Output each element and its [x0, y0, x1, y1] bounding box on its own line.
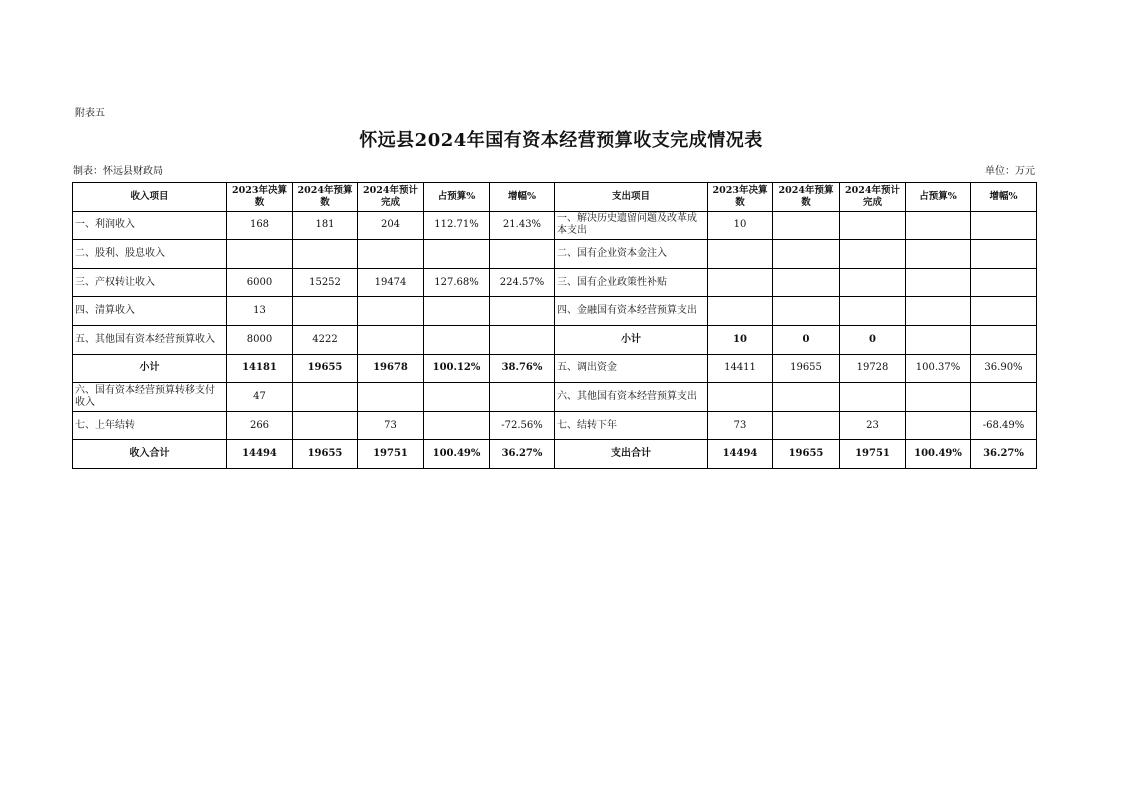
expense-value-cell: [971, 325, 1037, 354]
expense-item-cell: 六、其他国有资本经营预算支出: [555, 383, 708, 412]
header-income-2024-est: 2024年预计完成: [358, 183, 424, 212]
page-title: 怀远县2024年国有资本经营预算收支完成情况表: [359, 130, 763, 151]
expense-value-cell: [708, 268, 773, 297]
expense-value-cell: 10: [708, 211, 773, 240]
income-value-cell: [424, 297, 490, 326]
income-value-cell: 181: [293, 211, 358, 240]
income-value-cell: [293, 240, 358, 269]
income-value-cell: 4222: [293, 325, 358, 354]
income-value-cell: 127.68%: [424, 268, 490, 297]
header-expense-2023: 2023年决算数: [708, 183, 773, 212]
income-value-cell: 19655: [293, 440, 358, 469]
income-value-cell: [490, 325, 555, 354]
income-value-cell: 100.49%: [424, 440, 490, 469]
income-value-cell: [490, 383, 555, 412]
header-income-growth: 增幅%: [490, 183, 555, 212]
table-row: [73, 297, 1037, 326]
income-value-cell: [424, 383, 490, 412]
unit-label: 单位：万元: [985, 166, 1035, 177]
expense-value-cell: [906, 268, 971, 297]
income-value-cell: 100.12%: [424, 354, 490, 383]
income-value-cell: [358, 325, 424, 354]
expense-value-cell: [906, 240, 971, 269]
expense-value-cell: 100.37%: [906, 354, 971, 383]
income-value-cell: [358, 297, 424, 326]
expense-item-cell: 四、金融国有资本经营预算支出: [555, 297, 708, 326]
expense-value-cell: [773, 240, 840, 269]
income-value-cell: [424, 411, 490, 440]
expense-value-cell: 19751: [840, 440, 906, 469]
income-value-cell: 19474: [358, 268, 424, 297]
income-item-cell: 六、国有资本经营预算转移支付收入: [73, 383, 227, 412]
expense-item-cell: 七、结转下年: [555, 411, 708, 440]
expense-value-cell: 23: [840, 411, 906, 440]
header-expense-pct: 占预算%: [906, 183, 971, 212]
expense-item-cell: 支出合计: [555, 440, 708, 469]
expense-value-cell: [906, 297, 971, 326]
income-item-cell: 五、其他国有资本经营预算收入: [73, 325, 227, 354]
expense-value-cell: [773, 411, 840, 440]
income-value-cell: [293, 297, 358, 326]
table-row: [73, 383, 1037, 412]
expense-value-cell: 0: [773, 325, 840, 354]
expense-value-cell: [906, 383, 971, 412]
expense-item-cell: 五、调出资金: [555, 354, 708, 383]
table-body: [73, 211, 1037, 468]
income-value-cell: 73: [358, 411, 424, 440]
expense-value-cell: [906, 211, 971, 240]
income-value-cell: 14494: [227, 440, 293, 469]
expense-value-cell: 36.27%: [971, 440, 1037, 469]
expense-value-cell: [906, 325, 971, 354]
income-value-cell: 36.27%: [490, 440, 555, 469]
income-value-cell: 47: [227, 383, 293, 412]
expense-value-cell: 19728: [840, 354, 906, 383]
header-income-2023: 2023年决算数: [227, 183, 293, 212]
income-value-cell: 15252: [293, 268, 358, 297]
expense-value-cell: [773, 383, 840, 412]
expense-value-cell: [971, 268, 1037, 297]
expense-item-cell: 三、国有企业政策性补贴: [555, 268, 708, 297]
income-value-cell: [358, 240, 424, 269]
expense-value-cell: 14411: [708, 354, 773, 383]
expense-value-cell: [840, 297, 906, 326]
expense-value-cell: [773, 297, 840, 326]
table-row: [73, 240, 1037, 269]
expense-value-cell: [840, 240, 906, 269]
table-row: [73, 440, 1037, 469]
expense-value-cell: [971, 240, 1037, 269]
expense-value-cell: [773, 268, 840, 297]
budget-table: [72, 182, 1037, 469]
header-expense-2024-budget: 2024年预算数: [773, 183, 840, 212]
header-expense-2024-est: 2024年预计完成: [840, 183, 906, 212]
income-value-cell: [490, 297, 555, 326]
expense-value-cell: [708, 383, 773, 412]
income-value-cell: 19655: [293, 354, 358, 383]
expense-value-cell: [971, 297, 1037, 326]
appendix-label: 附表五: [75, 108, 105, 119]
income-value-cell: 8000: [227, 325, 293, 354]
table-row: [73, 211, 1037, 240]
income-item-cell: 小计: [73, 354, 227, 383]
header-expense-growth: 增幅%: [971, 183, 1037, 212]
expense-value-cell: 19655: [773, 440, 840, 469]
expense-value-cell: 100.49%: [906, 440, 971, 469]
income-value-cell: 168: [227, 211, 293, 240]
header-income-item: 收入项目: [73, 183, 227, 212]
income-value-cell: 38.76%: [490, 354, 555, 383]
header-income-2024-budget: 2024年预算数: [293, 183, 358, 212]
income-value-cell: 6000: [227, 268, 293, 297]
expense-value-cell: [906, 411, 971, 440]
table-row: [73, 268, 1037, 297]
table-row: [73, 354, 1037, 383]
income-value-cell: 14181: [227, 354, 293, 383]
expense-value-cell: 10: [708, 325, 773, 354]
expense-value-cell: 36.90%: [971, 354, 1037, 383]
expense-item-cell: 小计: [555, 325, 708, 354]
income-item-cell: 一、利润收入: [73, 211, 227, 240]
income-value-cell: 19751: [358, 440, 424, 469]
expense-value-cell: 19655: [773, 354, 840, 383]
table-header-row: [73, 183, 1037, 212]
table-row: [73, 325, 1037, 354]
income-value-cell: 21.43%: [490, 211, 555, 240]
income-value-cell: 19678: [358, 354, 424, 383]
income-item-cell: 三、产权转让收入: [73, 268, 227, 297]
expense-value-cell: [971, 383, 1037, 412]
expense-value-cell: [840, 211, 906, 240]
expense-item-cell: 一、解决历史遗留问题及改革成本支出: [555, 211, 708, 240]
expense-value-cell: [773, 211, 840, 240]
expense-value-cell: [708, 240, 773, 269]
income-value-cell: 13: [227, 297, 293, 326]
expense-value-cell: [708, 297, 773, 326]
income-value-cell: [424, 325, 490, 354]
income-value-cell: [490, 240, 555, 269]
expense-value-cell: [840, 268, 906, 297]
income-item-cell: 二、股利、股息收入: [73, 240, 227, 269]
expense-item-cell: 二、国有企业资本金注入: [555, 240, 708, 269]
income-value-cell: 266: [227, 411, 293, 440]
expense-value-cell: [840, 383, 906, 412]
income-value-cell: 112.71%: [424, 211, 490, 240]
income-item-cell: 七、上年结转: [73, 411, 227, 440]
expense-value-cell: -68.49%: [971, 411, 1037, 440]
maker-label: 制表：怀远县财政局: [73, 166, 163, 177]
income-value-cell: [227, 240, 293, 269]
header-expense-item: 支出项目: [555, 183, 708, 212]
income-value-cell: [358, 383, 424, 412]
income-value-cell: -72.56%: [490, 411, 555, 440]
income-item-cell: 收入合计: [73, 440, 227, 469]
expense-value-cell: 0: [840, 325, 906, 354]
expense-value-cell: [971, 211, 1037, 240]
income-value-cell: [293, 411, 358, 440]
income-value-cell: [293, 383, 358, 412]
expense-value-cell: 14494: [708, 440, 773, 469]
income-value-cell: [424, 240, 490, 269]
expense-value-cell: 73: [708, 411, 773, 440]
income-value-cell: 224.57%: [490, 268, 555, 297]
income-value-cell: 204: [358, 211, 424, 240]
table-row: [73, 411, 1037, 440]
income-item-cell: 四、清算收入: [73, 297, 227, 326]
header-income-pct: 占预算%: [424, 183, 490, 212]
